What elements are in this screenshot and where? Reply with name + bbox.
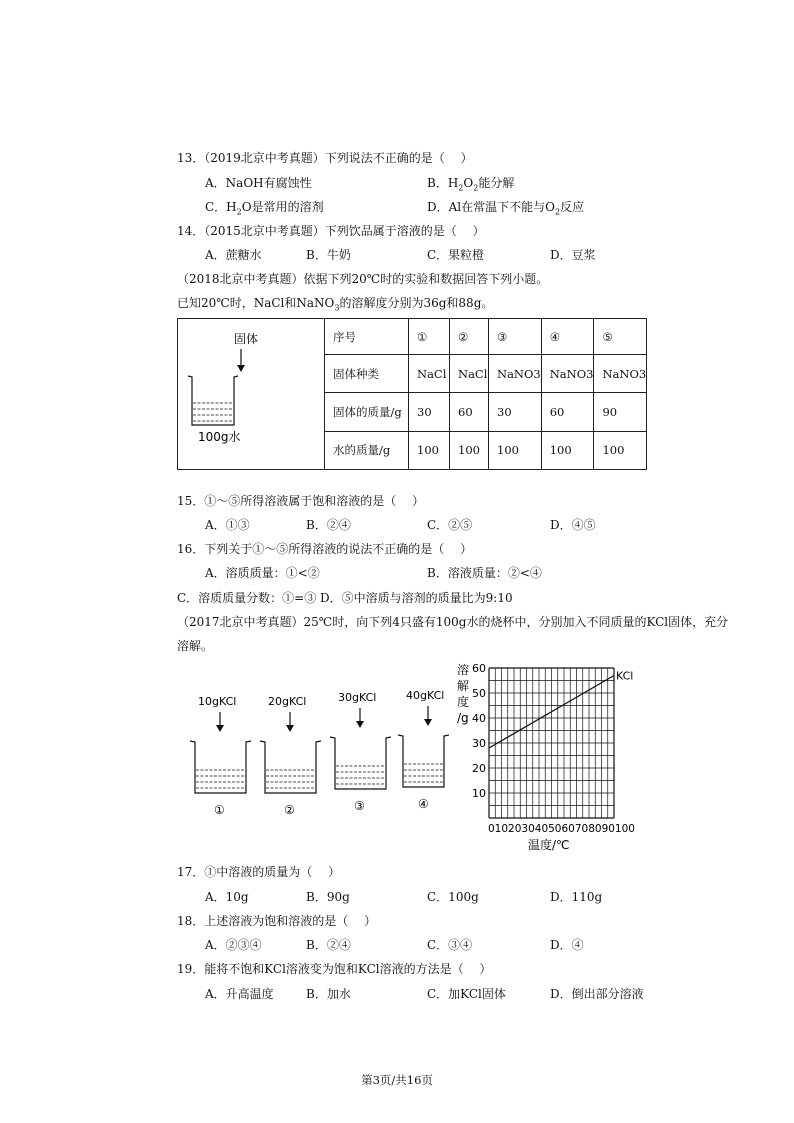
y-tick-label: 50: [472, 687, 486, 700]
beaker-4-label: 40gKCl: [406, 690, 445, 702]
q14-option-b: B．牛奶: [306, 248, 351, 262]
q14-option-d: D．豆浆: [550, 248, 596, 262]
beaker-3: [330, 691, 391, 813]
intro-2017-line1: （2017北京中考真题）25℃时，向下列4只盛有100g水的烧杯中，分别加入不同质量的KCl固体，充分: [177, 615, 729, 629]
q18-option-a: A．②③④: [205, 938, 262, 952]
q19-option-c: C．加KCl固体: [427, 987, 506, 1001]
chart-ylabel: [457, 662, 469, 725]
table-cell: ②: [450, 319, 489, 355]
q13-option-c: C．$H_2O$是常用的溶剂: [205, 200, 324, 217]
table-row2-label: 固体的质量/g: [325, 393, 409, 431]
q19-option-a: A．升高温度: [205, 987, 274, 1001]
beaker-4: [398, 690, 449, 811]
table-cell: 100: [409, 431, 450, 469]
y-tick-label: 60: [472, 662, 486, 675]
chart-y-ticks: [472, 662, 486, 800]
table-cell: NaCl: [450, 355, 489, 393]
table-cell: NaNO3: [594, 355, 647, 393]
table-cell: 100: [594, 431, 647, 469]
table-cell: ①: [409, 319, 450, 355]
table-cell: 100: [489, 431, 542, 469]
beaker-3-label: 30gKCl: [338, 691, 377, 704]
q16-stem: 16．下列关于①～⑤所得溶液的说法不正确的是（ ）: [177, 542, 473, 556]
q19-option-b: B．加水: [306, 987, 351, 1001]
q18-option-b: B．②④: [306, 938, 351, 952]
q14-option-a: A．蔗糖水: [205, 248, 262, 262]
q19-stem: 19．能将不饱和KCl溶液变为饱和KCl溶液的方法是（ ）: [177, 962, 492, 976]
q15-option-b: B．②④: [306, 518, 351, 532]
page-footer: 第3页/共16页: [361, 1073, 433, 1087]
y-tick-label: 10: [472, 787, 486, 800]
table-row3-label: 水的质量/g: [325, 431, 409, 469]
q17-option-c: C．100g: [427, 890, 479, 904]
chart-x-tick-labels: 0102030405060708090100: [488, 823, 635, 835]
y-axis-label-char: 解: [457, 679, 470, 693]
beaker-2: [260, 695, 321, 817]
q13-option-d: D．Al在常温下不能与$O_2$反应: [427, 200, 585, 217]
beaker-1-label: 10gKCl: [198, 695, 237, 708]
beaker-2-number: ②: [284, 803, 295, 817]
table-cell: 60: [450, 393, 489, 431]
q15-stem: 15．①～⑤所得溶液属于饱和溶液的是（ ）: [177, 494, 425, 508]
intro-2017-line2: 溶解。: [177, 639, 214, 653]
q19-option-d: D．倒出部分溶液: [550, 987, 644, 1001]
table-cell: 60: [541, 393, 594, 431]
beaker-outline: [188, 376, 238, 425]
intro-2018-line1: （2018北京中考真题）依据下列20℃时的实验和数据回答下列小题。: [177, 272, 549, 286]
table-cell: 30: [489, 393, 542, 431]
kcl-series-label: KCl: [616, 669, 634, 683]
q16-option-b: B．溶液质量：②<④: [427, 566, 542, 580]
q15-option-d: D．④⑤: [550, 518, 596, 532]
beaker-3-number: ③: [354, 799, 365, 813]
beaker-2-label: 20gKCl: [268, 695, 307, 708]
q17-stem: 17．①中溶液的质量为（ ）: [177, 865, 341, 879]
table-row1-label: 固体种类: [325, 355, 409, 393]
table-cell: NaNO3: [541, 355, 594, 393]
beaker-top-label: 固体: [234, 332, 259, 346]
table-cell: 100: [450, 431, 489, 469]
intro-2018-line2: 已知20℃时，NaCl和NaNO$_3$的溶解度分别为36g和88g。: [177, 296, 494, 313]
q15-option-a: A．①③: [205, 518, 250, 532]
table-cell: ③: [489, 319, 542, 355]
q17-option-a: A．10g: [205, 890, 249, 904]
table-cell: 90: [594, 393, 647, 431]
beaker-4-number: ④: [418, 797, 429, 811]
beaker-bottom-label: 100g水: [198, 430, 241, 444]
beakers-diagram: [180, 690, 450, 820]
beaker-1-number: ①: [214, 803, 225, 817]
y-tick-label: 30: [472, 737, 486, 750]
table-cell: ⑤: [594, 319, 647, 355]
y-axis-label-char: 度: [457, 695, 470, 709]
table-cell: NaCl: [409, 355, 450, 393]
q13-option-b: B．$H_2O_2$能分解: [427, 176, 515, 193]
q17-option-b: B．90g: [306, 890, 350, 904]
q14-stem: 14．（2015北京中考真题）下列饮品属于溶液的是（ ）: [177, 224, 485, 238]
q15-option-c: C．②⑤: [427, 518, 473, 532]
beaker-diagram: [178, 319, 324, 469]
q13-option-a: A．NaOH有腐蚀性: [205, 176, 312, 190]
y-axis-label-char: /g: [457, 711, 469, 725]
table-cell: NaNO3: [489, 355, 542, 393]
table-cell: 100: [541, 431, 594, 469]
q13-stem: 13．（2019北京中考真题）下列说法不正确的是（ ）: [177, 151, 473, 165]
chart-grid: [489, 668, 614, 818]
experiment-table: [177, 318, 647, 470]
table-cell: 30: [409, 393, 450, 431]
q18-option-d: D．④: [550, 938, 584, 952]
q16-option-cd: C．溶质质量分数：①=③ D．⑤中溶质与溶剂的质量比为9:10: [177, 591, 513, 605]
table-cell: ④: [541, 319, 594, 355]
table-row0-label: 序号: [325, 319, 409, 355]
q16-option-a: A．溶质质量：①<②: [205, 566, 320, 580]
q14-option-c: C．果粒橙: [427, 248, 485, 262]
chart-x-axis-label: 温度/℃: [528, 838, 570, 852]
beaker-1: [190, 695, 251, 817]
kcl-solubility-chart: [452, 658, 652, 858]
table-beaker-cell: [178, 319, 325, 470]
beaker-arrow-head: [237, 365, 245, 372]
y-tick-label: 20: [472, 762, 486, 775]
y-tick-label: 40: [472, 712, 486, 725]
q17-option-d: D．110g: [550, 890, 603, 904]
q18-stem: 18．上述溶液为饱和溶液的是（ ）: [177, 914, 377, 928]
y-axis-label-char: 溶: [457, 663, 470, 677]
q18-option-c: C．③④: [427, 938, 473, 952]
